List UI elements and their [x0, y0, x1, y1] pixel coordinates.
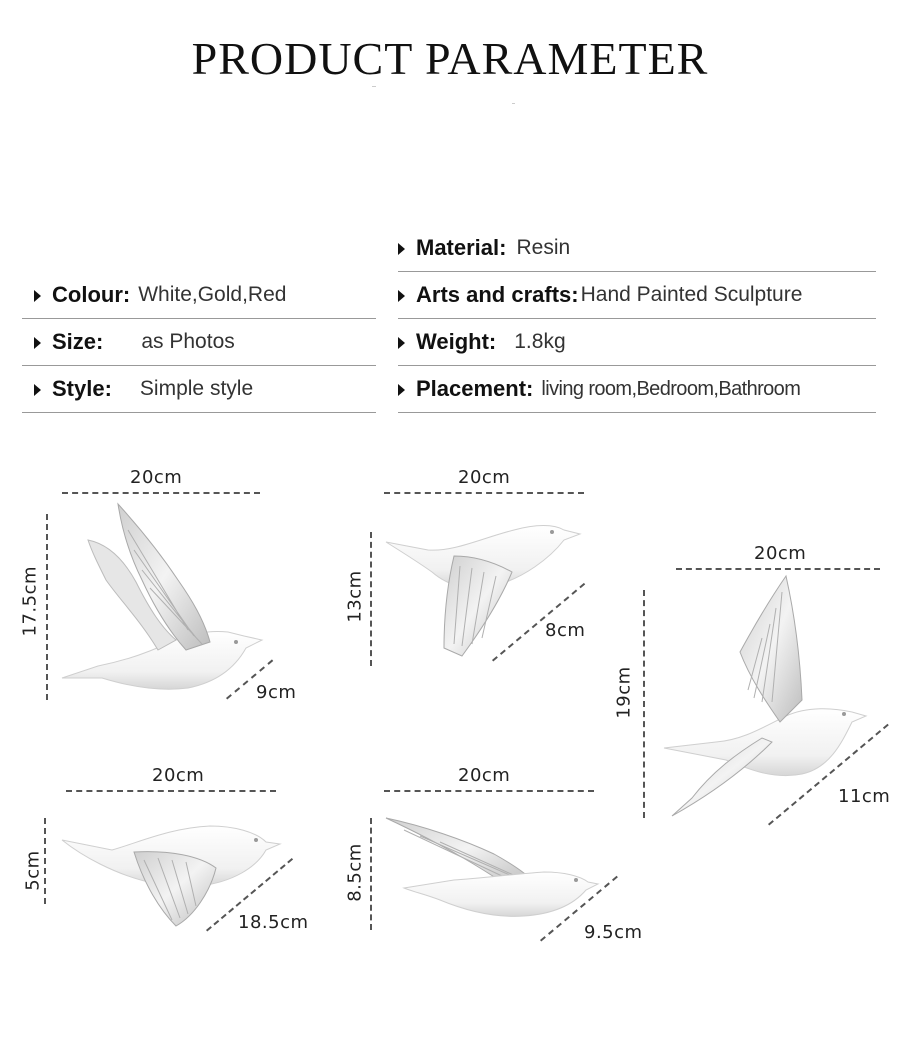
bird-sculpture-2: [384, 516, 584, 666]
width-dimension-line: [62, 492, 260, 494]
spec-key: Colour:: [52, 282, 131, 307]
spec-value: Resin: [516, 236, 571, 259]
width-dimension-line: [676, 568, 880, 570]
spec-key: Weight:: [416, 329, 497, 354]
width-dimension-line: [384, 492, 584, 494]
height-label: 8.5cm: [344, 843, 366, 902]
height-dimension-line: [44, 818, 46, 904]
spec-colour: [22, 272, 376, 319]
spec-key: Size:: [52, 329, 104, 354]
width-label: 20cm: [130, 467, 183, 488]
height-label: 5cm: [22, 850, 44, 891]
bullet-arrow-icon: [398, 290, 405, 302]
height-dimension-line: [643, 590, 645, 818]
spec-key: Material:: [416, 235, 507, 260]
spec-key: Arts and crafts:: [416, 282, 579, 307]
width-label: 20cm: [152, 765, 205, 786]
spec-key: Placement:: [416, 376, 534, 401]
divider: [512, 103, 515, 104]
height-label: 13cm: [344, 570, 366, 623]
bullet-arrow-icon: [398, 243, 405, 255]
depth-label: 9cm: [256, 682, 297, 703]
spec-value: White,Gold,Red: [138, 283, 287, 306]
spec-value: as Photos: [141, 330, 235, 353]
depth-label: 11cm: [838, 786, 891, 807]
divider: [372, 86, 376, 87]
spec-value: Simple style: [139, 377, 254, 400]
depth-label: 8cm: [545, 620, 586, 641]
spec-value: Hand Painted Sculpture: [580, 283, 803, 306]
spec-arts-and-crafts: [398, 272, 876, 319]
spec-placement: [398, 366, 876, 413]
bird-sculpture-3: [662, 572, 872, 822]
height-dimension-line: [46, 514, 48, 700]
spec-size: [22, 319, 376, 366]
width-label: 20cm: [458, 467, 511, 488]
spec-weight: [398, 319, 876, 366]
height-label: 19cm: [613, 666, 635, 719]
depth-label: 9.5cm: [584, 922, 643, 943]
width-dimension-line: [66, 790, 276, 792]
height-dimension-line: [370, 818, 372, 930]
bullet-arrow-icon: [398, 384, 405, 396]
width-label: 20cm: [458, 765, 511, 786]
spec-value: 1.8kg: [514, 330, 566, 353]
bullet-arrow-icon: [34, 337, 41, 349]
bird-sculpture-5: [384, 814, 600, 920]
width-dimension-line: [384, 790, 594, 792]
depth-label: 18.5cm: [238, 912, 309, 933]
spec-value: living room,Bedroom,Bathroom: [541, 377, 801, 400]
spec-style: [22, 366, 376, 413]
bullet-arrow-icon: [34, 384, 41, 396]
spec-key: Style:: [52, 376, 112, 401]
width-label: 20cm: [754, 543, 807, 564]
bullet-arrow-icon: [398, 337, 405, 349]
bird-sculpture-1: [58, 500, 268, 700]
spec-material: [398, 225, 876, 272]
height-label: 17.5cm: [19, 565, 41, 637]
page-title: PRODUCT PARAMETER: [191, 33, 709, 84]
bullet-arrow-icon: [34, 290, 41, 302]
bird-sculpture-4: [60, 820, 284, 930]
height-dimension-line: [370, 532, 372, 666]
